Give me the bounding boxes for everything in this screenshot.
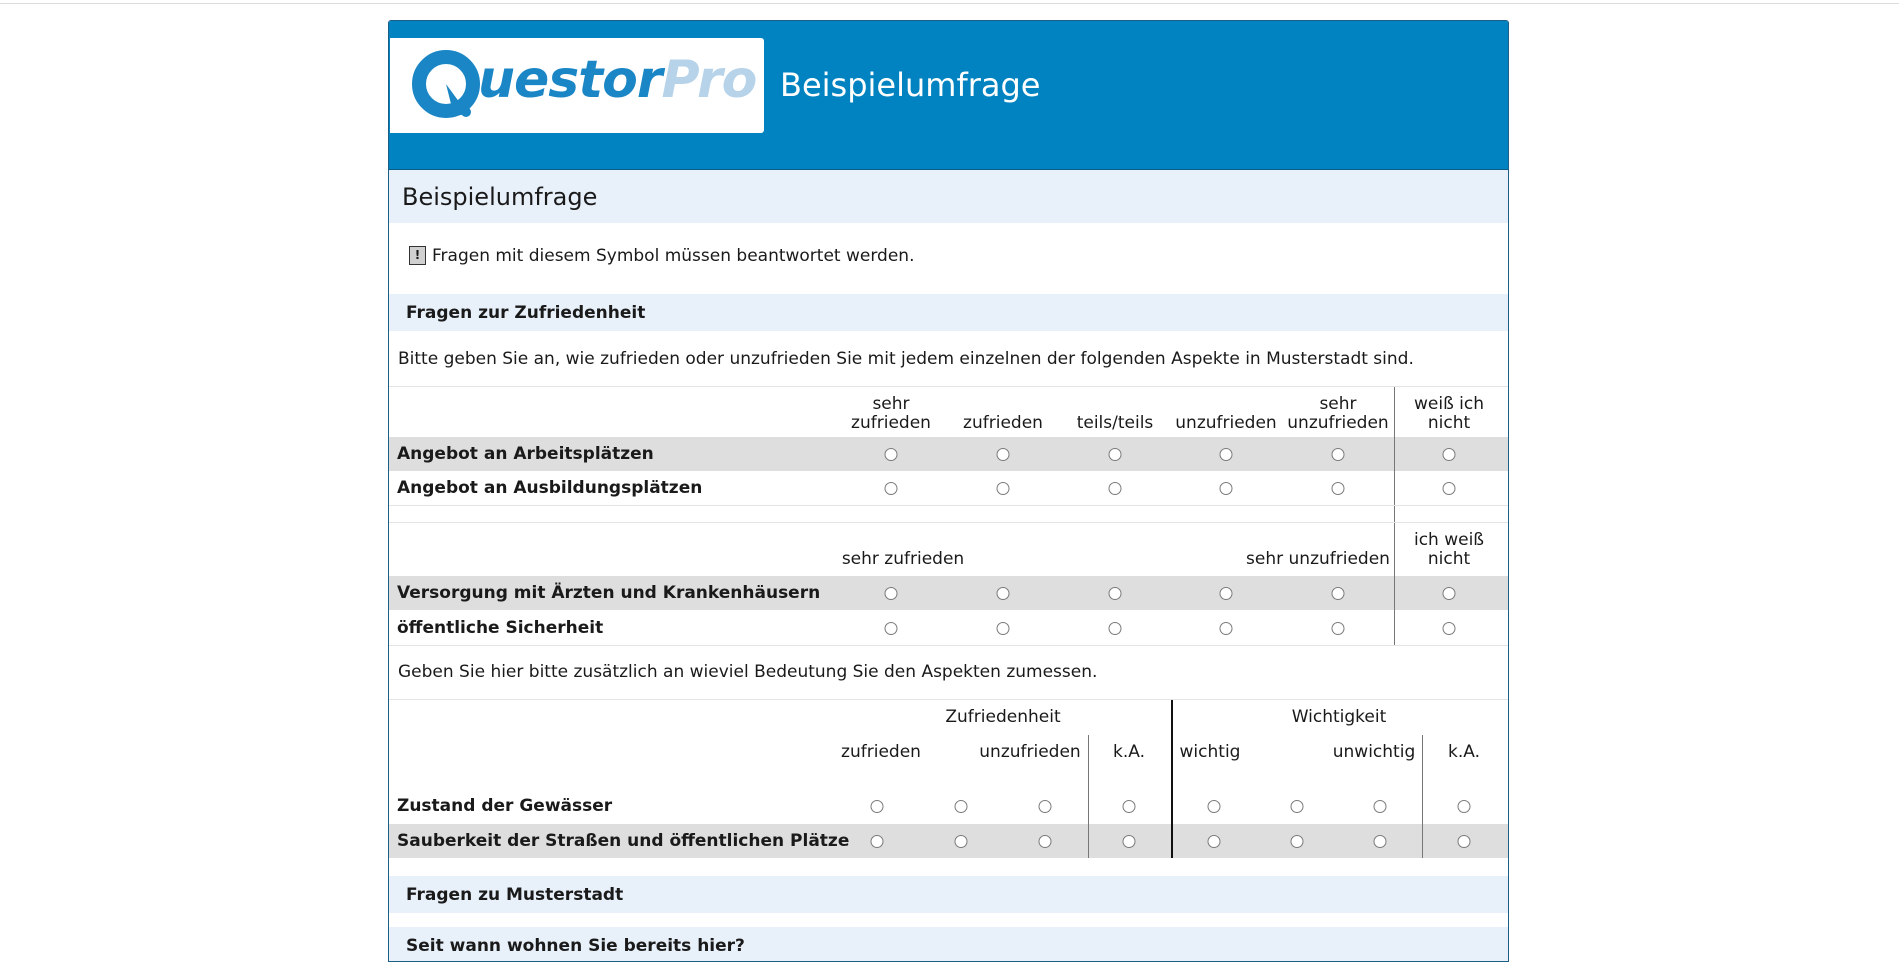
radio-wichtigkeit-2[interactable] — [1291, 800, 1304, 813]
questorpro-logo — [390, 38, 764, 133]
divider — [389, 699, 1508, 700]
radio-scale-2[interactable] — [997, 587, 1010, 600]
radio-sehr-unzufrieden[interactable] — [1332, 482, 1345, 495]
matrix3-group-wichtigkeit: Wichtigkeit — [1291, 707, 1387, 727]
radio-wichtigkeit-ka[interactable] — [1458, 835, 1471, 848]
radio-wichtigkeit-3[interactable] — [1374, 800, 1387, 813]
survey-frame — [388, 20, 1509, 962]
row-label: Sauberkeit der Straßen und öffentlichen Plätze — [397, 831, 850, 851]
required-marker-icon: ! — [409, 246, 426, 265]
matrix3-ka-wichtigkeit: k.A. — [1448, 742, 1480, 762]
matrix3-row — [389, 824, 1508, 858]
row-label: Versorgung mit Ärzten und Krankenhäusern — [397, 583, 821, 603]
radio-scale-5[interactable] — [1332, 587, 1345, 600]
radio-zufriedenheit-2[interactable] — [955, 835, 968, 848]
divider — [389, 522, 1508, 523]
radio-scale-2[interactable] — [997, 622, 1010, 635]
radio-scale-3[interactable] — [1109, 587, 1122, 600]
column-divider — [1088, 735, 1089, 858]
matrix2-row — [389, 611, 1508, 645]
survey-title-bar — [389, 170, 1508, 223]
required-note-text: Fragen mit diesem Symbol müssen beantwortet werden. — [432, 246, 915, 266]
radio-zufriedenheit-ka[interactable] — [1123, 800, 1136, 813]
divider — [389, 505, 1508, 506]
section-header-musterstadt — [389, 876, 1508, 913]
radio-zufriedenheit-2[interactable] — [955, 800, 968, 813]
radio-teils-teils[interactable] — [1109, 448, 1122, 461]
logo-wordmark-part2: Pro — [661, 50, 757, 110]
radio-scale-1[interactable] — [885, 587, 898, 600]
matrix1-row — [389, 471, 1508, 505]
matrix1-col-teils-teils: teils/teils — [1076, 413, 1154, 433]
column-divider — [1422, 735, 1423, 858]
radio-wichtigkeit-1[interactable] — [1208, 835, 1221, 848]
matrix1-instruction: Bitte geben Sie an, wie zufrieden oder unzufrieden Sie mit jedem einzelnen der folgenden Aspekte in Musterstadt sind. — [398, 349, 1414, 369]
radio-weiss-nicht[interactable] — [1443, 482, 1456, 495]
column-divider — [1394, 523, 1395, 645]
logo-q-mark-icon — [410, 48, 486, 124]
matrix3-instruction: Geben Sie hier bitte zusätzlich an wieviel Bedeutung Sie den Aspekten zumessen. — [398, 662, 1098, 682]
survey-title: Beispielumfrage — [402, 183, 598, 211]
radio-wichtigkeit-3[interactable] — [1374, 835, 1387, 848]
header-title: Beispielumfrage — [780, 66, 1041, 104]
radio-teils-teils[interactable] — [1109, 482, 1122, 495]
matrix2-row — [389, 576, 1508, 610]
matrix1-col-unzufrieden: unzufrieden — [1175, 413, 1277, 433]
matrix1-col-zufrieden: zufrieden — [963, 413, 1043, 433]
row-label: öffentliche Sicherheit — [397, 618, 604, 638]
section-header-satisfaction — [389, 294, 1508, 331]
matrix1-col-sehr-unzufrieden: sehr unzufrieden — [1287, 394, 1389, 433]
top-border-line — [0, 3, 1899, 4]
radio-scale-1[interactable] — [885, 622, 898, 635]
radio-scale-5[interactable] — [1332, 622, 1345, 635]
logo-wordmark — [478, 50, 756, 110]
matrix3-group-zufriedenheit: Zufriedenheit — [945, 707, 1061, 727]
row-label: Zustand der Gewässer — [397, 796, 613, 816]
matrix2-low-anchor: sehr zufrieden — [841, 549, 965, 569]
radio-zufriedenheit-1[interactable] — [871, 835, 884, 848]
matrix3-zufrieden-anchor: zufrieden — [841, 742, 921, 762]
question-header-residence — [389, 927, 1508, 962]
matrix3-row — [389, 789, 1508, 823]
radio-wichtigkeit-2[interactable] — [1291, 835, 1304, 848]
row-label: Angebot an Arbeitsplätzen — [397, 444, 654, 464]
radio-weiss-nicht[interactable] — [1443, 587, 1456, 600]
section-title: Fragen zu Musterstadt — [406, 885, 624, 905]
matrix3-unwichtig-anchor: unwichtig — [1332, 742, 1416, 762]
matrix1-col-weiss-ich-nicht: weiß ich nicht — [1413, 394, 1485, 433]
row-label: Angebot an Ausbildungsplätzen — [397, 478, 703, 498]
radio-sehr-zufrieden[interactable] — [885, 482, 898, 495]
radio-weiss-nicht[interactable] — [1443, 622, 1456, 635]
matrix1-row — [389, 437, 1508, 471]
divider — [389, 386, 1508, 387]
survey-header — [389, 21, 1508, 170]
radio-scale-4[interactable] — [1220, 622, 1233, 635]
radio-unzufrieden[interactable] — [1220, 448, 1233, 461]
radio-sehr-zufrieden[interactable] — [885, 448, 898, 461]
radio-scale-3[interactable] — [1109, 622, 1122, 635]
required-note — [389, 243, 1508, 271]
matrix3-wichtig-anchor: wichtig — [1179, 742, 1241, 762]
matrix2-col-weiss-nicht: ich weiß nicht — [1413, 530, 1485, 569]
radio-sehr-unzufrieden[interactable] — [1332, 448, 1345, 461]
radio-unzufrieden[interactable] — [1220, 482, 1233, 495]
radio-weiss-nicht[interactable] — [1443, 448, 1456, 461]
matrix3-ka-zufriedenheit: k.A. — [1113, 742, 1145, 762]
radio-zufriedenheit-3[interactable] — [1039, 835, 1052, 848]
section-title: Fragen zur Zufriedenheit — [406, 303, 646, 323]
divider — [389, 645, 1508, 646]
logo-wordmark-part1: uestor — [478, 50, 662, 110]
question-title: Seit wann wohnen Sie bereits hier? — [406, 936, 745, 956]
radio-scale-4[interactable] — [1220, 587, 1233, 600]
matrix2-high-anchor: sehr unzufrieden — [1246, 549, 1390, 569]
radio-wichtigkeit-ka[interactable] — [1458, 800, 1471, 813]
radio-zufrieden[interactable] — [997, 482, 1010, 495]
radio-wichtigkeit-1[interactable] — [1208, 800, 1221, 813]
group-divider — [1171, 700, 1173, 858]
matrix1-col-sehr-zufrieden: sehr zufrieden — [851, 394, 931, 433]
radio-zufriedenheit-1[interactable] — [871, 800, 884, 813]
radio-zufrieden[interactable] — [997, 448, 1010, 461]
radio-zufriedenheit-3[interactable] — [1039, 800, 1052, 813]
radio-zufriedenheit-ka[interactable] — [1123, 835, 1136, 848]
matrix3-unzufrieden-anchor: unzufrieden — [979, 742, 1081, 762]
